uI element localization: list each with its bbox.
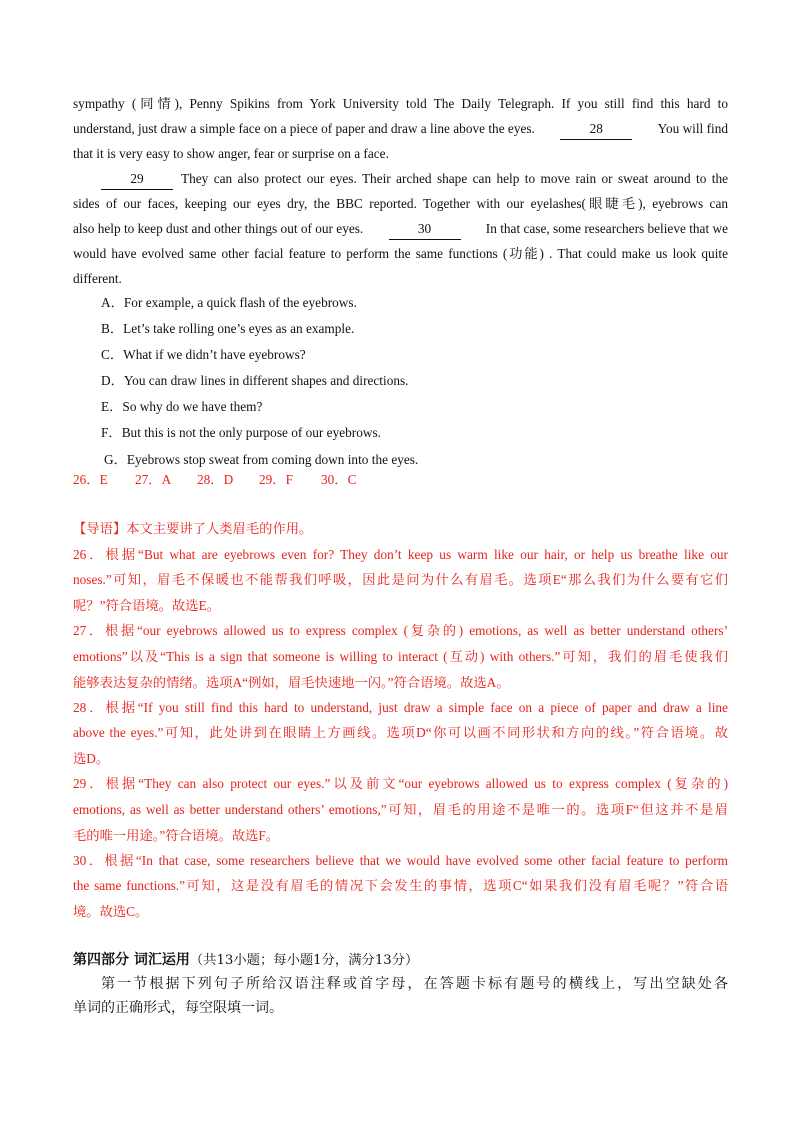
explanation-intro: 【导语】本文主要讲了人类眉毛的作用。 <box>73 522 313 537</box>
answer-key <box>73 470 728 490</box>
explanation-27: emotions”以及“This is a sign that someone is willing to interact (互动) with others.”可知，我们的眉毛使我们 <box>73 649 728 664</box>
answer-item: 28．D <box>197 472 234 487</box>
explanation-28: 28．根据“If you still find this hard to understand, just draw a simple face on a piece of paper and draw a line <box>73 700 728 715</box>
passage-line <box>73 219 728 240</box>
section-instructions: 第一节根据下列句子所给汉语注释或首字母，在答题卡标有题号的横线上，写出空缺处各 <box>101 976 728 992</box>
passage-text: You will find <box>657 121 728 136</box>
section-title: 第四部分 词汇运用 <box>73 952 190 968</box>
explanation-29: 毛的唯一用途。”符合语境。故选F。 <box>73 828 280 843</box>
answer-item: 30．C <box>321 472 357 487</box>
option-g: G．Eyebrows stop sweat from coming down into the eyes. <box>104 452 419 467</box>
passage-text: also help to keep dust and other things out of our eyes. <box>73 221 364 236</box>
explanation-30: 境。故选C。 <box>73 904 149 919</box>
answer-blank-30: 30 <box>389 219 461 240</box>
answer-item: 29．F <box>259 472 293 487</box>
option-b: B．Let’s take rolling one’s eyes as an example. <box>101 321 355 336</box>
answer-blank-29: 29 <box>101 169 173 190</box>
answer-blank-28 <box>560 119 632 140</box>
section-heading <box>73 950 728 971</box>
option-f: F．But this is not the only purpose of our eyebrows. <box>101 425 381 440</box>
option-c: C．What if we didn’t have eyebrows? <box>101 347 306 362</box>
option-a: A．For example, a quick flash of the eyebrows. <box>101 295 357 310</box>
option-e: E．So why do we have them? <box>101 399 263 414</box>
section-instructions: 单词的正确形式，每空限填一词。 <box>73 1000 283 1016</box>
passage-line: different. <box>73 271 122 286</box>
blank-number: 28 <box>560 119 632 140</box>
passage-line: would have evolved same other facial feature to perform the same functions (功能) . That could make us look quite <box>73 246 728 261</box>
explanation-26: noses.”可知，眉毛不保暖也不能帮我们呼吸，因此是问为什么有眉毛。选项E“那么我们为什么要有它们 <box>73 572 728 587</box>
passage-line <box>101 169 728 190</box>
passage-line <box>73 119 728 140</box>
passage-line: that it is very easy to show anger, fear or surprise on a face. <box>73 146 389 161</box>
passage-line: sides of our faces, keeping our eyes dry, the BBC reported. Together with our eyelashes(眼睫毛), eyebrows can <box>73 196 728 211</box>
explanation-30: the same functions.”可知，这是没有眉毛的情况下会发生的事情，选项C“如果我们没有眉毛呢？”符合语 <box>73 878 728 893</box>
passage-text: understand, just draw a simple face on a piece of paper and draw a line above the eyes. <box>73 121 535 136</box>
explanation-30: 30．根据“In that case, some researchers believe that we would have evolved some other facial feature to perform <box>73 853 728 868</box>
explanation-28: above the eyes.”可知，此处讲到在眼睛上方画线。选项D“你可以画不同形状和方向的线。”符合语境。故 <box>73 725 728 740</box>
passage-text: They can also protect our eyes. Their arched shape can help to move rain or sweat around to the <box>181 171 728 186</box>
explanation-26: 26．根据“But what are eyebrows even for? They don’t keep us warm like our hair, or help us breathe like our <box>73 547 728 562</box>
explanation-27: 能够表达复杂的情绪。选项A“例如，眉毛快速地一闪。”符合语境。故选A。 <box>73 675 510 690</box>
passage-line: sympathy (同情), Penny Spikins from York University told The Daily Telegraph. If you still find this hard to <box>73 96 728 111</box>
option-d: D．You can draw lines in different shapes and directions. <box>101 373 409 388</box>
answer-item: 26．E <box>73 472 108 487</box>
answer-item: 27．A <box>135 472 172 487</box>
explanation-27: 27．根据“our eyebrows allowed us to express complex (复杂的) emotions, as well as better understand others’ <box>73 623 728 638</box>
section-subtitle: （共13小题；每小题1分，满分13分） <box>189 953 419 968</box>
explanation-29: 29．根据“They can also protect our eyes.”以及前文“our eyebrows allowed us to express complex (复杂的) <box>73 776 728 791</box>
passage-text: In that case, some researchers believe that we <box>485 221 728 236</box>
explanation-29: emotions, as well as better understand others’ emotions,”可知，眉毛的用途不是唯一的。选项F“但这并不是眉 <box>73 802 728 817</box>
explanation-26: 呢？”符合语境。故选E。 <box>73 598 220 613</box>
explanation-28: 选D。 <box>73 751 110 766</box>
